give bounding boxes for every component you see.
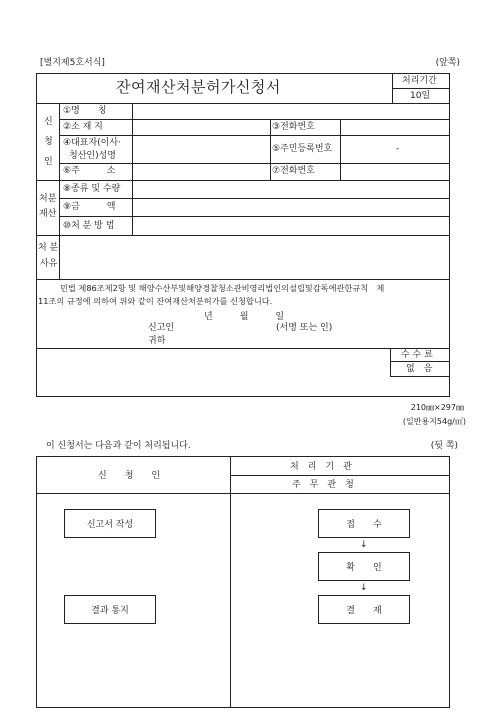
kind-label: ⑧종류 및 수량 — [63, 184, 121, 194]
paper-spec: (일반용지54g/㎡) — [402, 417, 466, 426]
col-applicant-header: 신 청 인 — [98, 471, 161, 481]
reason-field[interactable] — [60, 236, 449, 279]
amount-field[interactable] — [133, 199, 449, 216]
paper-size: 210㎜×297㎜ — [410, 403, 464, 412]
statement-date: 년 월 일 — [204, 312, 285, 322]
location-label: ②소 재 지 — [63, 122, 103, 132]
applicant-section-label-2: 청 — [44, 137, 53, 147]
applicant-section-label-3: 인 — [44, 157, 53, 167]
phone-label-1: ③전화번호 — [272, 122, 315, 132]
method-label: ⑩처 분 방 법 — [63, 221, 115, 231]
representative-label-1: ④대표자(이사· — [63, 138, 121, 148]
flow-step-write-report: 신고서 작성 — [64, 509, 156, 538]
phone-field-1[interactable] — [341, 120, 449, 135]
col-agency-header: 처 리 기 관 — [290, 462, 352, 472]
front-side-label: (앞쪽) — [435, 58, 460, 68]
flow-step-confirm: 확 인 — [318, 552, 410, 581]
flow-arrow-1: ↓ — [360, 540, 368, 550]
representative-field[interactable] — [133, 136, 269, 163]
address-label: ⑥주 소 — [63, 166, 116, 176]
name-label: ①명 칭 — [63, 106, 107, 116]
address-field[interactable] — [133, 164, 269, 180]
property-section-label-2: 재산 — [39, 209, 57, 219]
sign-label: (서명 또는 인) — [276, 323, 333, 333]
property-section-label-1: 처분 — [39, 194, 57, 204]
reason-label-2: 사유 — [40, 259, 58, 269]
method-field[interactable] — [133, 217, 449, 235]
col-agency-subheader: 주 무 관 청 — [292, 480, 354, 490]
form-title: 잔여재산처분허가신청서 — [116, 78, 281, 96]
flow-step-notify-result: 결과 통지 — [64, 595, 156, 624]
name-field[interactable] — [133, 104, 449, 119]
phone-field-2[interactable] — [341, 164, 449, 180]
reason-label-1: 처 분 — [38, 243, 59, 253]
statement-line-1: 민법 제86조제2항 및 해양수산부및해양경찰청소관비영리법인의설립및감독에관한규칙 제 — [60, 283, 385, 293]
rrn-label: ⑤주민등록번호 — [272, 144, 333, 154]
amount-label: ⑨금 액 — [63, 202, 116, 212]
kind-field[interactable] — [133, 181, 449, 198]
flow-step-approve: 결 재 — [318, 595, 410, 624]
applicant-signer-label: 신고인 — [148, 323, 175, 333]
rrn-dash: - — [396, 144, 400, 154]
form-number: [별지제5호서식] — [40, 58, 105, 68]
applicant-section-label: 신 — [44, 117, 53, 127]
back-side-label: (뒷 쪽) — [430, 441, 458, 451]
back-intro: 이 신청서는 다음과 같이 처리됩니다. — [46, 441, 191, 451]
fee-label: 수 수 료 — [401, 350, 433, 360]
statement-line-2: 11조의 규정에 의하여 위와 같이 잔여재산처분허가를 신청합니다. — [38, 296, 273, 306]
flow-step-receive: 접 수 — [318, 509, 410, 538]
rrn-field[interactable] — [341, 136, 449, 163]
phone-label-2: ⑦전화번호 — [272, 166, 315, 176]
flow-arrow-2: ↓ — [360, 583, 368, 593]
recipient-label: 귀하 — [148, 336, 166, 346]
processing-period-label: 처리기간 — [402, 76, 437, 86]
location-field[interactable] — [133, 120, 269, 135]
fee-value: 없 음 — [406, 364, 433, 374]
processing-period-value: 10일 — [410, 91, 431, 101]
representative-label-2: 청산인)성명 — [69, 151, 116, 161]
